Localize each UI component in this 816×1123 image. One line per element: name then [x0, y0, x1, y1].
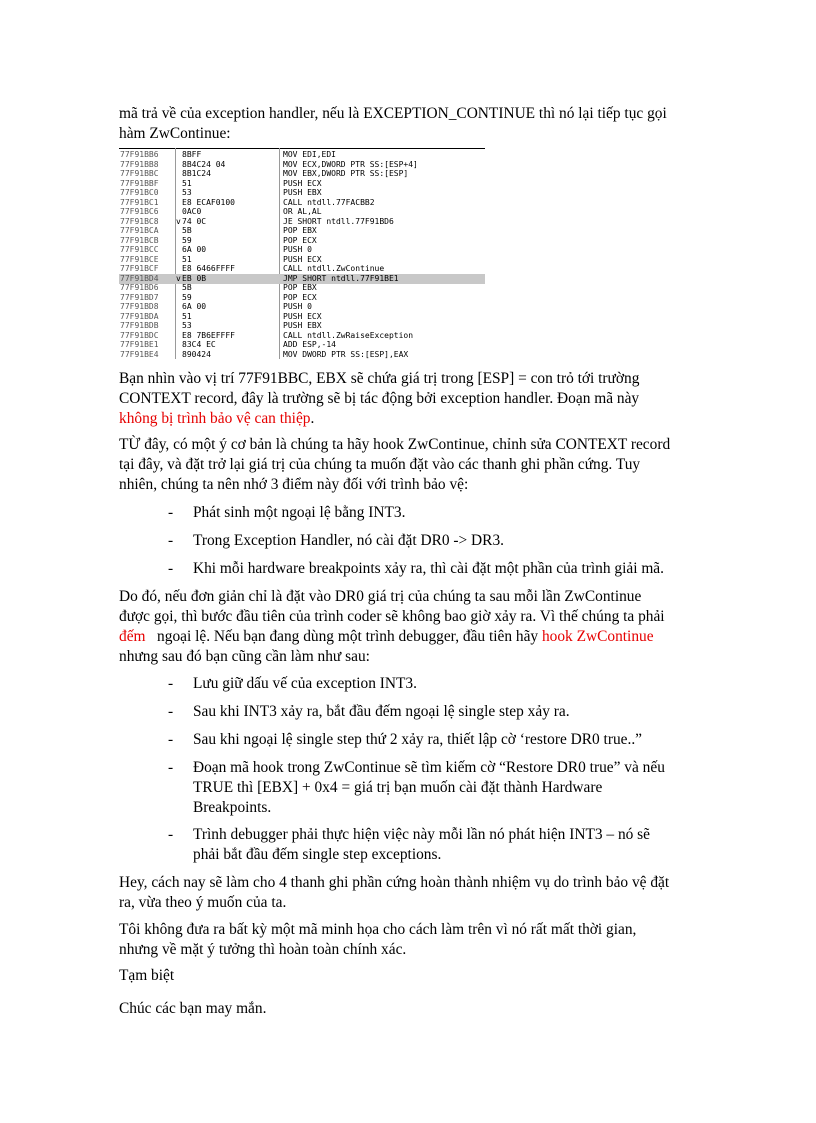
- therefore-line-2: được gọi, thì bước đầu tiên của trình coder sẽ không bao giờ xảy ra. Vì thế chúng ta phải: [119, 608, 665, 625]
- asm-address: 77F91BDA: [120, 311, 159, 321]
- asm-instruction: MOV DWORD PTR SS:[ESP],EAX: [283, 349, 409, 359]
- bullet-line: Breakpoints.: [193, 799, 272, 816]
- table-row: [119, 302, 485, 312]
- bullet-line: Trình debugger phải thực hiện việc này mỗi lần nó phát hiện INT3 – nó sẽ: [193, 826, 650, 843]
- hey-paragraph: [119, 873, 709, 913]
- asm-address: 77F91BD6: [120, 283, 159, 292]
- table-row: [119, 321, 485, 331]
- bullet-dash: -: [168, 560, 174, 577]
- asm-address: 77F91BB6: [120, 150, 159, 159]
- asm-address: 77F91BD7: [120, 292, 159, 302]
- asm-address: 77F91BCB: [120, 235, 159, 245]
- asm-address: 77F91BCC: [120, 245, 159, 254]
- table-row: [119, 150, 485, 160]
- bullet-dash: -: [168, 504, 174, 521]
- ebx-red-phrase: không bị trình bảo vệ can thiệp: [119, 410, 311, 427]
- table-row: [119, 340, 485, 350]
- asm-instruction: MOV ECX,DWORD PTR SS:[ESP+4]: [283, 159, 418, 169]
- disassembly-screenshot: [119, 148, 485, 359]
- asm-address: 77F91BE4: [120, 349, 159, 359]
- asm-bytes: 74 0C: [182, 216, 207, 226]
- asm-bytes: 6A 00: [182, 302, 207, 311]
- table-row: [119, 331, 485, 341]
- asm-address: 77F91BC0: [120, 188, 159, 197]
- table-row: [119, 245, 485, 255]
- asm-address: 77F91BD4: [120, 273, 159, 283]
- asm-bytes: 5B: [182, 226, 192, 235]
- asm-instruction: OR AL,AL: [283, 207, 322, 216]
- asm-bytes: 6A 00: [182, 245, 207, 254]
- asm-bytes: 53: [182, 188, 192, 197]
- table-row: [119, 226, 485, 236]
- goodbye-line: Tạm biệt: [119, 967, 175, 984]
- table-row: [119, 312, 485, 322]
- asm-instruction: CALL ntdll.ZwRaiseException: [283, 330, 414, 340]
- bullet-text: Phát sinh một ngoại lệ bằng INT3.: [193, 504, 406, 521]
- table-row: [119, 293, 485, 303]
- no-code-line-2: nhưng về mặt ý tưởng thì hoàn toàn chính xác.: [119, 941, 407, 958]
- asm-instruction: POP EBX: [283, 226, 317, 235]
- table-row: [119, 255, 485, 265]
- table-row: [119, 217, 485, 227]
- table-row: [119, 179, 485, 189]
- table-row: [119, 207, 485, 217]
- asm-address: 77F91BD8: [120, 302, 159, 311]
- asm-address: 77F91BDB: [120, 321, 159, 330]
- asm-bytes: 5B: [182, 283, 192, 292]
- idea-paragraph: [119, 435, 709, 495]
- asm-jump-marker: v: [176, 273, 181, 283]
- bullet-dash: -: [168, 731, 174, 748]
- therefore-line-3-mid: ngoại lệ. Nếu bạn đang dùng một trình debugger, đầu tiên hãy: [157, 628, 539, 645]
- table-row: [119, 236, 485, 246]
- ebx-line-1: Bạn nhìn vào vị trí 77F91BBC, EBX sẽ chứa giá trị trong [ESP] = con trỏ tới trường: [119, 370, 640, 387]
- ebx-line-2: CONTEXT record, đây là trường sẽ bị tác động bởi exception handler. Đoạn mã này: [119, 390, 640, 407]
- therefore-red-hook: hook ZwContinue: [541, 628, 654, 645]
- asm-instruction: ADD ESP,-14: [283, 340, 336, 349]
- therefore-red-count: đếm: [119, 628, 146, 645]
- asm-instruction: JMP SHORT ntdll.77F91BE1: [283, 273, 399, 283]
- bullet-text: Sau khi ngoại lệ single step thứ 2 xảy ra, thiết lập cờ ‘restore DR0 true..”: [193, 731, 643, 748]
- asm-address: 77F91BE1: [120, 340, 159, 349]
- asm-bytes: E8 6466FFFF: [182, 264, 235, 273]
- asm-instruction: POP EBX: [283, 283, 317, 292]
- therefore-line-4: nhưng sau đó bạn cũng cần làm như sau:: [119, 648, 370, 665]
- table-row: [119, 274, 485, 284]
- asm-instruction: CALL ntdll.77FACBB2: [283, 197, 375, 207]
- asm-instruction: PUSH 0: [283, 302, 312, 311]
- intro-line-1: mã trả về của exception handler, nếu là EXCEPTION_CONTINUE thì nó lại tiếp tục gọi: [119, 105, 667, 122]
- asm-instruction: MOV EDI,EDI: [283, 150, 336, 159]
- ebx-line-3-end: .: [310, 410, 315, 427]
- bullet-text: Lưu giữ dấu vế của exception INT3.: [193, 675, 417, 692]
- table-row: [119, 188, 485, 198]
- asm-bytes: EB 0B: [182, 273, 207, 283]
- asm-bytes: 8B1C24: [182, 169, 211, 178]
- idea-line-2: tại đây, và đặt trở lại giá trị của chúng ta muốn đặt vào các thanh ghi phần cứng. Tuy: [119, 456, 641, 473]
- asm-instruction: PUSH EBX: [283, 188, 322, 197]
- bullet-text: Sau khi INT3 xảy ra, bắt đầu đếm ngoại lệ single step xảy ra.: [193, 703, 570, 720]
- asm-instruction: MOV EBX,DWORD PTR SS:[ESP]: [283, 169, 409, 178]
- asm-instruction: POP ECX: [283, 292, 317, 302]
- bullet-dash: -: [168, 759, 174, 776]
- hey-line-2: ra, vừa theo ý muốn của ta.: [119, 894, 287, 911]
- asm-instruction: CALL ntdll.ZwContinue: [283, 264, 385, 273]
- asm-bytes: 0AC0: [182, 207, 202, 216]
- bullet-text: Khi mỗi hardware breakpoints xảy ra, thì cài đặt một phần của trình giải mã.: [193, 560, 664, 577]
- asm-instruction: PUSH ECX: [283, 178, 322, 188]
- asm-instruction: JE SHORT ntdll.77F91BD6: [283, 216, 394, 226]
- bullet-line: TRUE thì [EBX] + 0x4 = giá trị bạn muốn cài đặt thành Hardware: [193, 779, 603, 796]
- bullet-dash: -: [168, 532, 174, 549]
- therefore-line-1: Do đó, nếu đơn giản chỉ là đặt vào DR0 giá trị của chúng ta sau mỗi lần ZwContinue: [119, 588, 642, 605]
- table-row: [119, 160, 485, 170]
- asm-bytes: 51: [182, 178, 192, 188]
- asm-bytes: 53: [182, 321, 192, 330]
- therefore-paragraph: [119, 587, 709, 667]
- asm-bytes: 59: [182, 292, 192, 302]
- asm-bytes: 8BFF: [182, 150, 202, 159]
- disassembly-top-border: [119, 148, 485, 149]
- asm-address: 77F91BCE: [120, 254, 159, 264]
- bullet-line: Đoạn mã hook trong ZwContinue sẽ tìm kiếm cờ “Restore DR0 true” và nếu: [193, 759, 665, 776]
- ebx-line-3: [119, 409, 709, 429]
- table-row: [119, 169, 485, 179]
- bullet-text: Trong Exception Handler, nó cài đặt DR0 -> DR3.: [193, 532, 504, 549]
- asm-bytes: 83C4 EC: [182, 340, 216, 349]
- good-luck-line: Chúc các bạn may mắn.: [119, 1000, 267, 1017]
- asm-instruction: PUSH 0: [283, 245, 312, 254]
- intro-paragraph: [119, 104, 709, 144]
- bullet-text: [193, 758, 713, 818]
- asm-address: 77F91BCA: [120, 226, 159, 235]
- idea-line-1: TỪ đây, có một ý cơ bản là chúng ta hãy hook ZwContinue, chỉnh sửa CONTEXT record: [119, 436, 671, 453]
- bullet-line: phải bắt đầu đếm single step exceptions.: [193, 846, 442, 863]
- therefore-line-3: [119, 627, 709, 647]
- idea-line-3: nhiên, chúng ta nên nhớ 3 điểm này đối với trình bảo vệ:: [119, 476, 469, 493]
- ebx-paragraph: [119, 369, 709, 429]
- hey-line-1: Hey, cách nay sẽ làm cho 4 thanh ghi phần cứng hoàn thành nhiệm vụ do trình bảo vệ đặt: [119, 874, 670, 891]
- bullet-text: [193, 825, 713, 865]
- asm-bytes: 51: [182, 311, 192, 321]
- table-row: [119, 264, 485, 274]
- bullet-dash: -: [168, 703, 174, 720]
- table-row: [119, 350, 485, 360]
- asm-address: 77F91BC8: [120, 216, 159, 226]
- asm-bytes: 8B4C24 04: [182, 159, 226, 169]
- asm-jump-marker: v: [176, 216, 181, 226]
- asm-address: 77F91BCF: [120, 264, 159, 273]
- bullet-dash: -: [168, 675, 174, 692]
- no-code-line-1: Tôi không đưa ra bất kỳ một mã minh họa cho cách làm trên vì nó rất mất thời gian,: [119, 921, 637, 938]
- asm-address: 77F91BB8: [120, 159, 159, 169]
- intro-line-2: hàm ZwContinue:: [119, 125, 231, 142]
- asm-instruction: PUSH ECX: [283, 311, 322, 321]
- asm-address: 77F91BC1: [120, 197, 159, 207]
- asm-address: 77F91BC6: [120, 207, 159, 216]
- asm-bytes: 59: [182, 235, 192, 245]
- asm-bytes: E8 7B6EFFFF: [182, 330, 235, 340]
- asm-instruction: POP ECX: [283, 235, 317, 245]
- asm-address: 77F91BDC: [120, 330, 159, 340]
- bullet-dash: -: [168, 826, 174, 843]
- asm-bytes: E8 ECAF0100: [182, 197, 235, 207]
- table-row: [119, 283, 485, 293]
- asm-address: 77F91BBC: [120, 169, 159, 178]
- no-code-paragraph: [119, 920, 709, 960]
- table-row: [119, 198, 485, 208]
- asm-bytes: 890424: [182, 349, 211, 359]
- asm-bytes: 51: [182, 254, 192, 264]
- asm-instruction: PUSH EBX: [283, 321, 322, 330]
- asm-address: 77F91BBF: [120, 178, 159, 188]
- asm-instruction: PUSH ECX: [283, 254, 322, 264]
